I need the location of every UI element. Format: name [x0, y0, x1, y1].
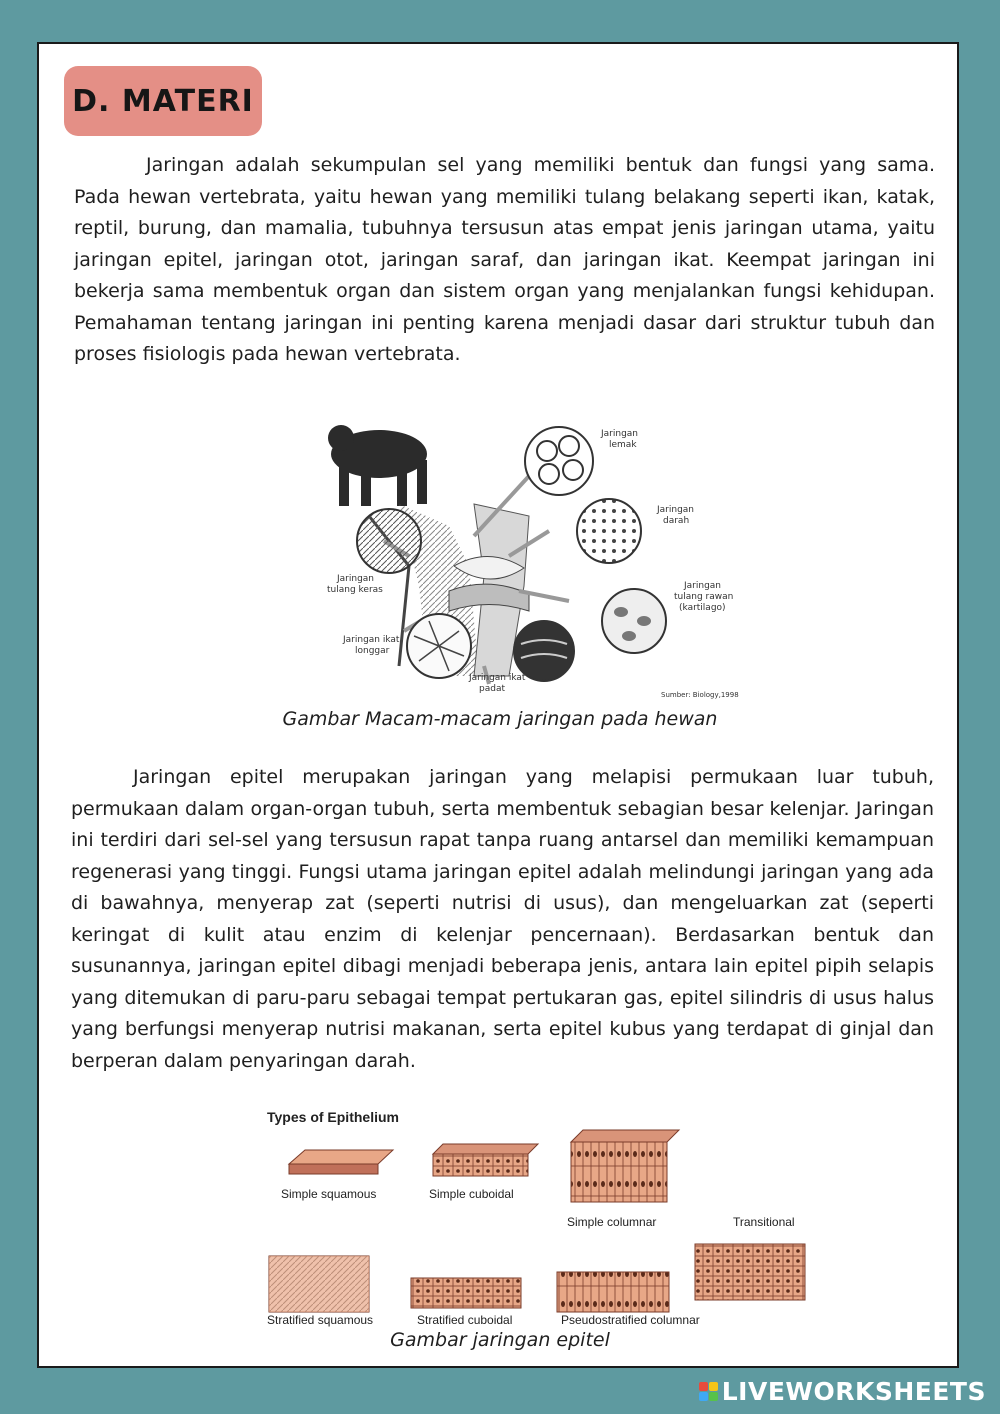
worksheet-page: [37, 42, 959, 1368]
label-simple-cuboidal: Simple cuboidal: [429, 1187, 514, 1201]
label-simple-squamous: Simple squamous: [281, 1187, 377, 1201]
simple-columnar-illustration: [571, 1142, 667, 1202]
animal-tissues-figure: [279, 416, 739, 704]
figure-2-title: Types of Epithelium: [267, 1109, 399, 1125]
chimpanzee-illustration: [328, 425, 427, 506]
label-bone-2: tulang keras: [327, 585, 383, 595]
label-pseudostratified-columnar: Pseudostratified columnar: [561, 1313, 700, 1327]
figure-1-caption: Gambar Macam-macam jaringan pada hewan: [282, 708, 718, 730]
label-blood-2: darah: [663, 516, 690, 526]
label-transitional: Transitional: [733, 1215, 795, 1229]
label-bone-1: Jaringan: [337, 574, 375, 584]
label-loose-2: longgar: [355, 646, 390, 656]
simple-squamous-illustration: [289, 1150, 393, 1164]
loose-connective-circle: [407, 614, 471, 678]
pseudostratified-columnar-illustration: [557, 1272, 669, 1312]
label-loose-1: Jaringan ikat: [343, 635, 400, 645]
stratified-cuboidal-illustration: [411, 1278, 521, 1308]
label-cartilage-2: tulang rawan: [674, 592, 734, 602]
label-blood-1: Jaringan: [657, 505, 695, 515]
bone-tissue-circle: [357, 509, 421, 573]
liveworksheets-logo-icon: [699, 1382, 718, 1401]
label-dense-1: Jaringan ikat: [469, 673, 526, 683]
fat-tissue-circle: [525, 427, 593, 495]
label-fat-2: lemak: [609, 440, 637, 450]
figure-source: Sumber: Biology,1998: [661, 691, 739, 699]
liveworksheets-brand[interactable]: [699, 1375, 986, 1407]
label-cartilage-1: Jaringan: [684, 581, 722, 591]
simple-cuboidal-illustration: [433, 1154, 528, 1176]
paragraph-intro: Jaringan adalah sekumpulan sel yang memiliki bentuk dan fungsi yang sama. Pada hewan vertebrata, yaitu hewan yang memiliki tulang belakang seperti ikan, katak, reptil, burung, dan mamalia, tubuhnya tersusun atas empat jenis jaringan utama, yaitu jaringan epitel, jaringan otot, jaringan saraf, dan jaringan ikat. Keempat jaringan ini bekerja sama membentuk organ dan sistem organ yang menjalankan fungsi kehidupan. Pemahaman tentang jaringan ini penting karena menjadi dasar dari struktur tubuh dan proses fisiologis pada hewan vertebrata.: [74, 154, 935, 365]
cartilage-tissue-circle: [602, 589, 666, 653]
label-stratified-cuboidal: Stratified cuboidal: [417, 1313, 513, 1327]
figure-2-caption: Gambar jaringan epitel: [390, 1329, 610, 1351]
section-heading: D. MATERI: [64, 66, 262, 136]
label-simple-columnar: Simple columnar: [567, 1215, 657, 1229]
blood-tissue-circle: [577, 499, 641, 563]
label-stratified-squamous: Stratified squamous: [267, 1313, 374, 1327]
label-cartilage-3: (kartilago): [679, 603, 726, 613]
transitional-illustration: [695, 1244, 805, 1300]
label-dense-2: padat: [479, 684, 505, 694]
brand-name: LIVEWORKSHEETS: [721, 1376, 986, 1406]
dense-connective-circle: [514, 621, 574, 681]
epithelium-types-figure: [223, 1106, 795, 1328]
paragraph-epithelium: Jaringan epitel merupakan jaringan yang melapisi permukaan luar tubuh, permukaan dalam organ-organ tubuh, serta membentuk sebagian besar kelenjar. Jaringan ini terdiri dari sel-sel yang tersusun rapat tanpa ruang antarsel dan memiliki kemampuan regenerasi yang tinggi. Fungsi utama jaringan epitel adalah melindungi jaringan yang ada di bawahnya, menyerap zat (seperti nutrisi di usus), dan mengeluarkan zat (seperti keringat di kulit atau enzim di kelenjar pencernaan). Berdasarkan bentuk dan susunannya, jaringan epitel dibagi menjadi beberapa jenis, antara lain epitel pipih selapis yang ditemukan di paru-paru sebagai tempat pertukaran gas, epitel silindris di usus halus yang berfungsi menyerap nutrisi makanan, serta epitel kubus yang terdapat di ginjal dan berperan dalam penyaringan darah.: [71, 766, 934, 1072]
label-fat-1: Jaringan: [601, 429, 639, 439]
